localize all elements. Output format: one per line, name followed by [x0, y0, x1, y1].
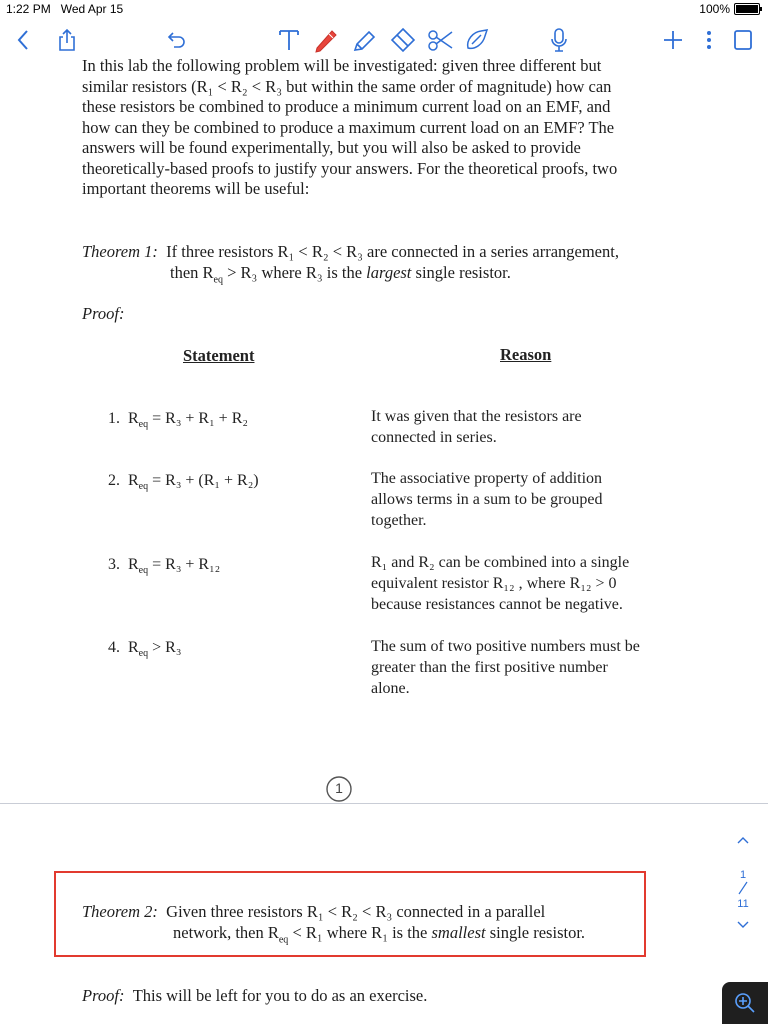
back-button[interactable]	[8, 24, 38, 56]
pen-icon	[311, 26, 339, 54]
chevron-left-icon	[16, 29, 30, 51]
handwritten-page-number	[324, 774, 354, 804]
undo-button[interactable]	[162, 24, 192, 56]
proof-step-2-statement: 2. $R_{eq} = R_3 + (R_1 + R_2)$	[108, 472, 259, 493]
highlighter-icon	[351, 26, 379, 54]
more-button[interactable]	[694, 24, 724, 56]
lasso-tool-button[interactable]	[426, 24, 456, 56]
theorem-1-line-1: If three resistors R₁ < R₂ < R₃ are connected in a series arrangement,	[166, 242, 619, 261]
previous-page-button[interactable]	[728, 835, 758, 855]
microphone-icon	[549, 27, 569, 53]
pager-total: 11	[737, 898, 749, 910]
next-page-button[interactable]	[728, 920, 758, 936]
share-button[interactable]	[52, 24, 82, 56]
proof-step-3-statement: 3. $R_{eq} = R_3 + R_{12}$	[108, 556, 221, 577]
eraser-icon	[389, 26, 417, 54]
add-icon	[662, 29, 684, 51]
text-tool-button[interactable]	[274, 24, 304, 56]
intro-line: these resistors be combined to produce a minimum current load on an EMF, and	[82, 97, 611, 116]
pager-current: 1	[739, 869, 747, 881]
page-view-button[interactable]	[728, 24, 758, 56]
red-annotation-box[interactable]	[54, 871, 646, 957]
status-date: Wed Apr 15	[60, 2, 124, 16]
lasso-icon	[426, 26, 456, 54]
status-time-date	[6, 2, 123, 16]
undo-icon	[166, 29, 188, 51]
eraser-tool-button[interactable]	[388, 24, 418, 56]
page-number-text: 1	[335, 780, 343, 796]
proof-2	[82, 986, 427, 1007]
intro-line: theoretically-based proofs to justify your answers. For the theoretical proofs, two	[82, 158, 618, 178]
theorem-1-label: Theorem 1:	[82, 242, 158, 261]
zoom-button[interactable]	[722, 982, 768, 1024]
add-page-button[interactable]	[658, 24, 688, 56]
highlighter-tool-button[interactable]	[350, 24, 380, 56]
proof-step-1-reason: It was given that the resistors are connected in series.	[371, 408, 582, 446]
battery-percent: 100%	[699, 2, 730, 16]
intro-line: important theorems will be useful:	[82, 179, 310, 198]
share-icon	[57, 28, 77, 52]
proof-step-2-reason: The associative property of addition allows terms in a sum to be grouped together.	[371, 470, 603, 529]
record-audio-button[interactable]	[544, 24, 574, 56]
page-view-icon	[732, 28, 754, 52]
theorem-2-line-1: Given three resistors R₁ < R₂ < R₃ connected in a parallel	[166, 902, 546, 921]
intro-paragraph	[82, 56, 682, 200]
status-battery	[699, 2, 760, 16]
zoom-in-icon	[734, 992, 756, 1014]
theorem-1	[82, 242, 702, 290]
document-page-1[interactable]	[0, 56, 768, 803]
status-bar	[0, 0, 768, 18]
proof-2-label: Proof:	[82, 986, 125, 1005]
theorem-2-line-2: network, then $R_{eq} < R_1$ where R₁ is the smallest single resistor.	[173, 922, 586, 945]
intro-line: answers will be found experimentally, but you will also be asked to provide	[82, 138, 581, 157]
pager-slash-icon	[736, 881, 750, 895]
text-tool-icon	[278, 28, 300, 52]
intro-line: similar resistors (R₁ < R₂ < R₃ but within the same order of magnitude) how can	[82, 76, 612, 96]
status-time: 1:22 PM	[6, 2, 51, 16]
proof-label: Proof:	[82, 304, 125, 323]
reason-header: Reason	[500, 345, 552, 364]
proof-step-4-statement: 4. $R_{eq} > R_3$	[108, 639, 182, 660]
theorem-2-label: Theorem 2:	[82, 902, 158, 921]
proof-step-3-reason: R₁ and R₂ can be combined into a single equivalent resistor R₁₂ , where R₁₂ > 0 because resistances cannot be negative.	[371, 554, 630, 613]
chevron-down-icon	[736, 920, 750, 930]
statement-header: Statement	[183, 346, 255, 365]
proof-step-1-statement: 1. $R_{eq} = R_3 + R_1 + R_2$	[108, 410, 248, 431]
shapes-tool-button[interactable]	[462, 24, 492, 56]
proof-step-4-reason: The sum of two positive numbers must be greater than the first positive number alone.	[371, 638, 640, 697]
proof-2-text: This will be left for you to do as an exercise.	[132, 986, 428, 1005]
theorem-1-line-2: then $R_{eq} > R_3$ where R₃ is the largest single resistor.	[170, 262, 511, 285]
more-icon	[705, 29, 713, 51]
pen-tool-button[interactable]	[310, 24, 340, 56]
page-navigator	[728, 835, 758, 947]
shapes-icon	[463, 26, 491, 54]
intro-line: In this lab the following problem will be investigated: given three different but	[82, 56, 602, 75]
chevron-up-icon	[736, 835, 750, 845]
intro-line: how can they be combined to produce a maximum current load on an EMF? The	[82, 117, 615, 137]
battery-icon	[734, 3, 760, 15]
